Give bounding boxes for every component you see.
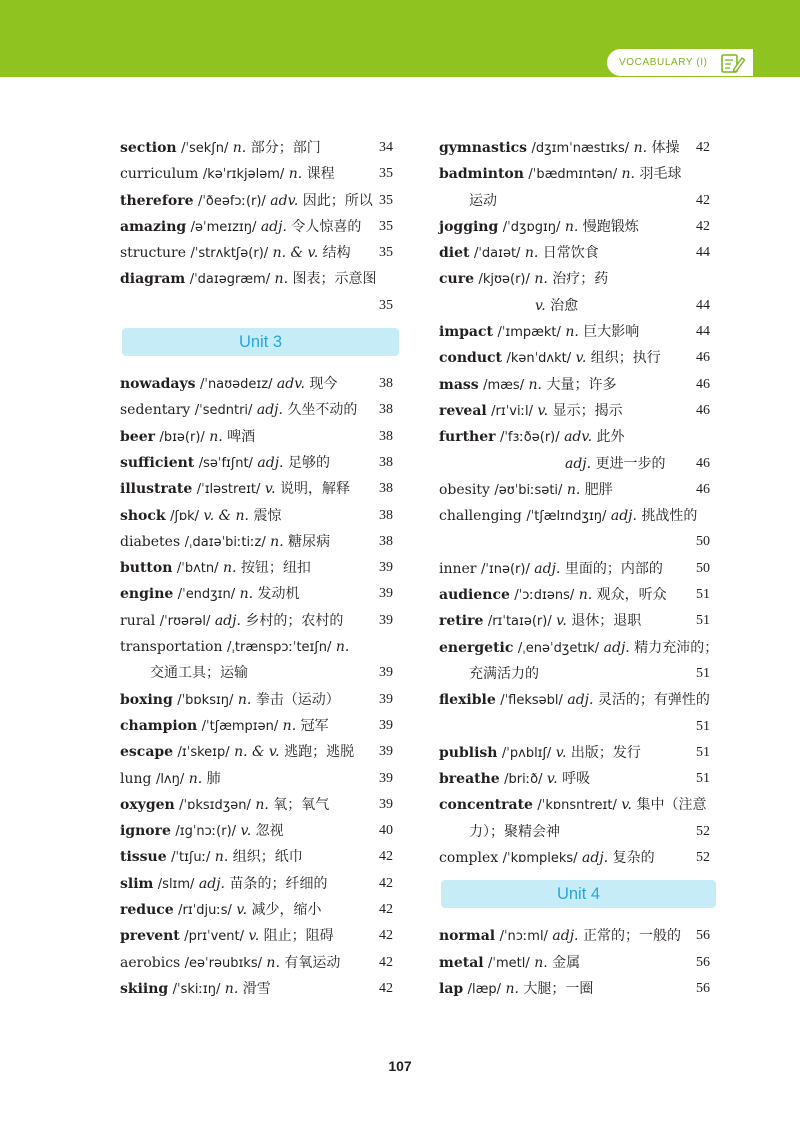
entry-phonetic: /ˈɔːdɪəns/ <box>514 588 575 604</box>
section-tab <box>607 49 753 76</box>
entry-page-number: 51 <box>696 613 710 629</box>
vocab-entry <box>120 424 393 450</box>
entry-page-number: 51 <box>696 665 710 681</box>
notebook-pencil-icon <box>720 52 746 74</box>
entry-page-number: 35 <box>379 166 393 182</box>
entry-definition: n. 日常饮食 <box>524 245 599 262</box>
vocab-entry <box>439 976 710 1002</box>
entry-page-number: 50 <box>696 534 710 550</box>
entry-page-number: 42 <box>379 928 393 944</box>
vocab-entry <box>120 214 393 240</box>
vocab-entry <box>439 635 719 661</box>
entry-continuation <box>439 451 710 477</box>
entry-word: therefore <box>120 192 194 209</box>
entry-page-number: 39 <box>379 717 393 733</box>
vocab-entry <box>439 477 710 503</box>
vocab-entry <box>120 450 393 476</box>
entry-definition: n. 巨大影响 <box>565 324 640 341</box>
entry-phonetic: /bɪə(r)/ <box>159 429 205 445</box>
entry-page-number: 38 <box>379 507 393 523</box>
entry-word: slim <box>120 875 154 892</box>
entry-definition: n. 部分；部门 <box>232 140 321 156</box>
entry-page-number: 44 <box>696 324 710 340</box>
entry-continuation <box>439 819 710 845</box>
entry-page-number: 42 <box>696 218 710 234</box>
entry-definition: n. 冠军 <box>282 717 329 734</box>
entry-phonetic: /ˈfleksəbl/ <box>500 693 563 709</box>
entry-word: concentrate <box>439 797 533 814</box>
entry-word: ignore <box>120 823 171 840</box>
vocab-entry <box>120 581 393 607</box>
entry-word: energetic <box>439 639 514 656</box>
entry-definition: n. 组织；纸巾 <box>214 849 303 866</box>
entry-word: illustrate <box>120 481 193 498</box>
entry-definition: v. 集中（注意 <box>621 797 707 814</box>
vocab-entry <box>120 897 393 923</box>
vocab-entry <box>439 608 710 634</box>
entry-word: sedentary <box>120 402 191 419</box>
entry-page-number: 35 <box>379 218 393 234</box>
entry-phonetic: /ˈbædmɪntən/ <box>528 167 618 183</box>
entry-definition: v. 忽视 <box>240 823 284 840</box>
entry-definition: n. & v. 结构 <box>272 245 351 262</box>
entry-word: curriculum <box>120 166 199 183</box>
vocab-entry <box>120 792 393 818</box>
entry-word: shock <box>120 507 166 524</box>
entry-word: lap <box>439 980 464 997</box>
continuation-text: 交通工具；运输 <box>150 665 248 682</box>
entry-phonetic: /ˈkɒmpleks/ <box>502 851 578 867</box>
entry-definition: v. & n. 震惊 <box>203 507 282 524</box>
continuation-text: adj. 更进一步的 <box>565 455 666 472</box>
entry-definition: n. 按钮；纽扣 <box>222 560 311 577</box>
entry-continuation <box>439 293 710 319</box>
entry-page-number: 46 <box>696 481 710 497</box>
entry-page-number: 42 <box>696 192 710 208</box>
entry-definition: n. <box>335 639 350 656</box>
entry-phonetic: /ˈdʒɒgɪŋ/ <box>502 219 561 235</box>
entry-word: jogging <box>439 218 499 235</box>
vocab-entry <box>120 503 393 529</box>
vocab-entry <box>439 582 710 608</box>
entry-page-number: 39 <box>379 665 393 681</box>
entry-definition: adj. 久坐不动的 <box>256 402 358 419</box>
entry-definition: adv. 此外 <box>564 429 625 446</box>
entry-phonetic: /ˈsedntri/ <box>194 403 253 419</box>
vocab-entry <box>120 188 393 214</box>
vocab-entry <box>120 529 393 555</box>
entry-phonetic: /ˌtrænspɔːˈteɪʃn/ <box>226 640 332 656</box>
entry-page-number: 44 <box>696 297 710 313</box>
vocab-entry <box>439 503 710 529</box>
entry-definition: v. 显示；揭示 <box>537 402 623 419</box>
entry-page-number: 50 <box>696 560 710 576</box>
entry-continuation <box>439 661 710 687</box>
entry-page-number: 56 <box>696 980 710 996</box>
entry-word: section <box>120 140 177 156</box>
entry-definition: n. 糖尿病 <box>270 533 331 550</box>
entry-phonetic: /rɪˈdjuːs/ <box>178 903 232 919</box>
entry-word: rural <box>120 612 156 629</box>
entry-page-number: 39 <box>379 560 393 576</box>
entry-phonetic: /eəˈrəubɪks/ <box>184 955 262 971</box>
vocab-entry <box>120 923 393 949</box>
vocabulary-column-right <box>439 135 719 1002</box>
entry-phonetic: /ˈɪnə(r)/ <box>480 561 530 577</box>
vocab-entry <box>439 161 710 187</box>
entry-phonetic: /mæs/ <box>483 377 525 393</box>
vocab-entry <box>120 818 393 844</box>
entry-phonetic: /kənˈdʌkt/ <box>506 351 572 367</box>
vocab-entry <box>439 345 710 371</box>
entry-page-number: 52 <box>696 850 710 866</box>
entry-phonetic: /ˌenəˈdʒetɪk/ <box>517 640 600 656</box>
entry-continuation <box>439 529 710 555</box>
entry-phonetic: /əʊˈbiːsəti/ <box>494 482 563 498</box>
entry-phonetic: /ˈnɔːml/ <box>499 929 548 945</box>
entry-word: diagram <box>120 271 186 288</box>
entry-definition: adj. 足够的 <box>257 454 330 471</box>
entry-phonetic: /ˈskiːɪŋ/ <box>172 981 221 997</box>
entry-phonetic: /rɪˈtaɪə(r)/ <box>487 614 552 630</box>
entry-phonetic: /ˈɪləstreɪt/ <box>196 482 261 498</box>
entry-word: button <box>120 560 173 577</box>
vocab-entry <box>439 792 710 818</box>
entry-definition: n. 拳击（运动） <box>237 691 340 708</box>
entry-word: normal <box>439 928 496 945</box>
entry-page-number: 46 <box>696 455 710 471</box>
entry-definition: adj. 里面的；内部的 <box>534 560 663 577</box>
entry-phonetic: /slɪm/ <box>157 876 195 892</box>
entry-page-number: 38 <box>379 533 393 549</box>
entry-definition: adj. 灵活的；有弹性的 <box>567 692 710 709</box>
entry-word: reveal <box>439 402 487 419</box>
vocab-entry <box>439 923 710 949</box>
entry-word: transportation <box>120 639 223 656</box>
entry-definition: v. 组织；执行 <box>575 350 661 367</box>
entry-word: aerobics <box>120 954 181 971</box>
vocab-entry <box>439 398 710 424</box>
entry-phonetic: /əˈmeɪzɪŋ/ <box>190 219 257 235</box>
vocab-entry <box>120 135 393 161</box>
entry-page-number: 42 <box>379 980 393 996</box>
entry-word: oxygen <box>120 796 175 813</box>
entry-phonetic: /lʌŋ/ <box>155 771 185 787</box>
entry-phonetic: /ˈðeəfɔː(r)/ <box>197 193 266 209</box>
vocab-entry <box>120 555 393 581</box>
entry-phonetic: /ˈkɒnsntreɪt/ <box>537 798 617 814</box>
entry-page-number: 42 <box>379 954 393 970</box>
entry-phonetic: /briːð/ <box>504 772 543 788</box>
entry-page-number: 35 <box>379 297 393 313</box>
entry-continuation <box>120 660 393 686</box>
entry-word: breathe <box>439 771 500 788</box>
entry-word: gymnastics <box>439 140 528 156</box>
entry-definition: n. 肥胖 <box>566 481 613 498</box>
entry-phonetic: /ˈɪmpækt/ <box>497 325 561 341</box>
vocab-entry <box>120 608 393 634</box>
entry-phonetic: /ˈrʊərəl/ <box>159 613 211 629</box>
unit-heading: Unit 3 <box>122 328 399 356</box>
entry-phonetic: /ˌdaɪəˈbiːtiːz/ <box>184 534 266 550</box>
entry-page-number: 39 <box>379 744 393 760</box>
entry-word: challenging <box>439 508 522 525</box>
entry-word: tissue <box>120 849 167 866</box>
vocab-entry <box>120 476 393 502</box>
entry-page-number: 42 <box>379 902 393 918</box>
entry-phonetic: /ɪˈskeɪp/ <box>177 745 230 761</box>
entry-word: badminton <box>439 166 524 183</box>
entry-definition: adj. 复杂的 <box>582 850 655 867</box>
entry-phonetic: /ˈpʌblɪʃ/ <box>501 745 552 761</box>
entry-phonetic: /ˈfɜːðə(r)/ <box>499 430 560 446</box>
entry-word: sufficient <box>120 454 195 471</box>
unit-heading-row <box>120 319 393 371</box>
entry-definition: n. 治疗；药 <box>534 271 609 288</box>
entry-phonetic: /ˈtʃæmpɪən/ <box>201 718 279 734</box>
entry-phonetic: /ˈdaɪət/ <box>473 246 521 262</box>
entry-phonetic: /ˈdaɪəgræm/ <box>189 272 271 288</box>
entry-phonetic: /ˈbʌtn/ <box>176 561 219 577</box>
vocab-entry <box>120 739 393 765</box>
continuation-text: 运动 <box>469 192 497 209</box>
entry-page-number: 42 <box>696 140 710 155</box>
entry-phonetic: /səˈfɪʃnt/ <box>198 455 253 471</box>
entry-word: cure <box>439 271 474 288</box>
entry-definition: n. 课程 <box>288 166 335 183</box>
vocab-entry <box>439 214 710 240</box>
vocab-entry <box>439 766 710 792</box>
entry-word: diet <box>439 245 470 262</box>
vocab-entry <box>120 266 393 292</box>
entry-definition: adj. 正常的；一般的 <box>552 928 681 945</box>
vocab-entry <box>439 950 710 976</box>
entry-definition: v. 呼吸 <box>546 771 591 788</box>
entry-phonetic: /ˈstrʌktʃə(r)/ <box>190 246 269 262</box>
vocabulary-column-left <box>120 135 393 1002</box>
entry-word: beer <box>120 428 155 445</box>
entry-definition: n. 金属 <box>534 954 581 971</box>
entry-page-number: 38 <box>379 454 393 470</box>
entry-page-number: 51 <box>696 771 710 787</box>
page-number: 107 <box>388 1058 412 1074</box>
entry-definition: n. 图表；示意图 <box>274 271 377 288</box>
vocab-entry <box>120 371 393 397</box>
entry-page-number: 39 <box>379 796 393 812</box>
entry-page-number: 34 <box>379 140 393 155</box>
entry-definition: adj. 令人惊喜的 <box>260 218 362 235</box>
vocab-entry <box>439 372 710 398</box>
entry-phonetic: /rɪˈviːl/ <box>491 403 533 419</box>
entry-continuation <box>120 293 393 319</box>
continuation-text: v. 治愈 <box>535 297 579 314</box>
entry-page-number: 51 <box>696 744 710 760</box>
vocab-entry <box>439 319 710 345</box>
entry-page-number: 56 <box>696 954 710 970</box>
vocab-entry <box>120 766 393 792</box>
entry-page-number: 39 <box>379 586 393 602</box>
vocab-entry <box>120 976 393 1002</box>
entry-definition: n. 羽毛球 <box>621 166 682 183</box>
entry-definition: n. 观众，听众 <box>578 587 667 604</box>
entry-definition: n. 滑雪 <box>224 980 271 997</box>
entry-definition: v. 说明，解释 <box>264 481 351 498</box>
entry-word: champion <box>120 717 198 734</box>
vocab-entry <box>120 240 393 266</box>
entry-definition: n. 氧；氧气 <box>255 796 330 813</box>
entry-word: lung <box>120 770 152 787</box>
entry-word: structure <box>120 245 186 262</box>
entry-word: skiing <box>120 980 169 997</box>
entry-word: boxing <box>120 691 173 708</box>
vocab-entry <box>120 871 393 897</box>
entry-word: mass <box>439 376 479 393</box>
entry-page-number: 39 <box>379 691 393 707</box>
entry-page-number: 38 <box>379 428 393 444</box>
entry-page-number: 42 <box>379 875 393 891</box>
entry-definition: n. 啤酒 <box>209 428 256 445</box>
entry-page-number: 39 <box>379 770 393 786</box>
entry-phonetic: /ˈsekʃn/ <box>181 141 229 156</box>
vocab-entry <box>439 845 710 871</box>
entry-word: reduce <box>120 902 174 919</box>
entry-definition: adv. 现今 <box>276 376 338 393</box>
vocab-entry <box>439 240 710 266</box>
entry-page-number: 38 <box>379 481 393 497</box>
entry-definition: adj. 苗条的；纤细的 <box>198 875 328 892</box>
entry-word: metal <box>439 954 484 971</box>
entry-definition: n. 有氧运动 <box>266 954 341 971</box>
entry-page-number: 38 <box>379 376 393 392</box>
entry-page-number: 44 <box>696 245 710 261</box>
entry-definition: n. 大量；许多 <box>528 376 617 393</box>
entry-word: further <box>439 429 496 446</box>
entry-page-number: 46 <box>696 376 710 392</box>
entry-word: conduct <box>439 350 502 367</box>
entry-word: publish <box>439 744 498 761</box>
entry-phonetic: /ˈtʃælɪndʒɪŋ/ <box>526 509 607 525</box>
vocab-entry <box>120 687 393 713</box>
entry-word: escape <box>120 744 174 761</box>
entry-word: retire <box>439 613 484 630</box>
entry-phonetic: /ˈɒksɪdʒən/ <box>179 797 251 813</box>
entry-page-number: 56 <box>696 928 710 944</box>
entry-definition: adj. 乡村的；农村的 <box>214 612 344 629</box>
unit-heading: Unit 4 <box>441 880 716 908</box>
vocab-entry <box>120 950 393 976</box>
entry-definition: n. 慢跑锻炼 <box>564 218 639 235</box>
entry-definition: adj. 精力充沛的； <box>603 639 719 656</box>
entry-definition: v. 出版；发行 <box>555 744 641 761</box>
vocab-entry <box>120 713 393 739</box>
entry-continuation <box>439 188 710 214</box>
vocab-entry <box>120 161 393 187</box>
entry-phonetic: /ɪgˈnɔː(r)/ <box>175 824 237 840</box>
entry-phonetic: /læp/ <box>467 981 502 997</box>
entry-word: impact <box>439 324 493 341</box>
entry-word: complex <box>439 850 499 867</box>
section-label: VOCABULARY (I) <box>619 57 708 68</box>
continuation-text: 充满活力的 <box>469 665 539 682</box>
entry-phonetic: /ʃɒk/ <box>170 508 199 524</box>
entry-page-number: 42 <box>379 849 393 865</box>
continuation-text: 力）；聚精会神 <box>469 823 560 840</box>
entry-definition: n. 体操 <box>633 140 680 156</box>
entry-page-number: 51 <box>696 587 710 603</box>
entry-page-number: 35 <box>379 245 393 261</box>
entry-word: engine <box>120 586 174 603</box>
entry-definition: adj. 挑战性的 <box>610 508 698 525</box>
entry-word: inner <box>439 560 477 577</box>
entry-page-number: 35 <box>379 192 393 208</box>
entry-definition: v. 退休；退职 <box>556 613 642 630</box>
entry-word: amazing <box>120 218 187 235</box>
vocab-entry <box>439 135 710 161</box>
entry-page-number: 46 <box>696 402 710 418</box>
entry-continuation <box>439 714 710 740</box>
entry-definition: adv. 因此；所以 <box>270 192 373 209</box>
entry-word: audience <box>439 587 510 604</box>
unit-heading-row <box>439 871 710 923</box>
entry-page-number: 40 <box>379 823 393 839</box>
entry-phonetic: /ˈbɒksɪŋ/ <box>177 692 234 708</box>
vocab-entry <box>120 634 393 660</box>
entry-definition: v. 减少，缩小 <box>236 902 322 919</box>
entry-word: diabetes <box>120 533 181 550</box>
entry-phonetic: /ˈnaʊədeɪz/ <box>199 377 273 393</box>
entry-phonetic: /kəˈrɪkjələm/ <box>202 167 285 183</box>
entry-phonetic: /ˈmetl/ <box>488 955 530 971</box>
entry-phonetic: /ˈendʒɪn/ <box>177 587 236 603</box>
vocab-entry <box>120 397 393 423</box>
entry-definition: n. 肺 <box>188 770 221 787</box>
entry-phonetic: /kjʊə(r)/ <box>478 272 530 288</box>
vocab-entry <box>439 266 710 292</box>
entry-page-number: 46 <box>696 350 710 366</box>
entry-word: flexible <box>439 692 496 709</box>
entry-definition: n. 大腿；一圈 <box>505 980 594 997</box>
entry-definition: v. 阻止；阻碍 <box>248 928 334 945</box>
vocab-entry <box>439 424 710 450</box>
entry-phonetic: /dʒɪmˈnæstɪks/ <box>531 141 630 156</box>
entry-page-number: 52 <box>696 823 710 839</box>
entry-phonetic: /prɪˈvent/ <box>184 929 245 945</box>
entry-page-number: 51 <box>696 718 710 734</box>
entry-word: prevent <box>120 928 180 945</box>
entry-word: obesity <box>439 481 490 498</box>
entry-page-number: 38 <box>379 402 393 418</box>
entry-word: nowadays <box>120 376 196 393</box>
vocab-entry <box>439 556 710 582</box>
entry-definition: n. & v. 逃跑；逃脱 <box>234 744 355 761</box>
entry-phonetic: /ˈtɪʃuː/ <box>171 850 211 866</box>
vocab-entry <box>120 844 393 870</box>
entry-page-number: 39 <box>379 612 393 628</box>
vocab-entry <box>439 687 710 713</box>
vocab-entry <box>439 740 710 766</box>
entry-definition: n. 发动机 <box>239 586 300 603</box>
